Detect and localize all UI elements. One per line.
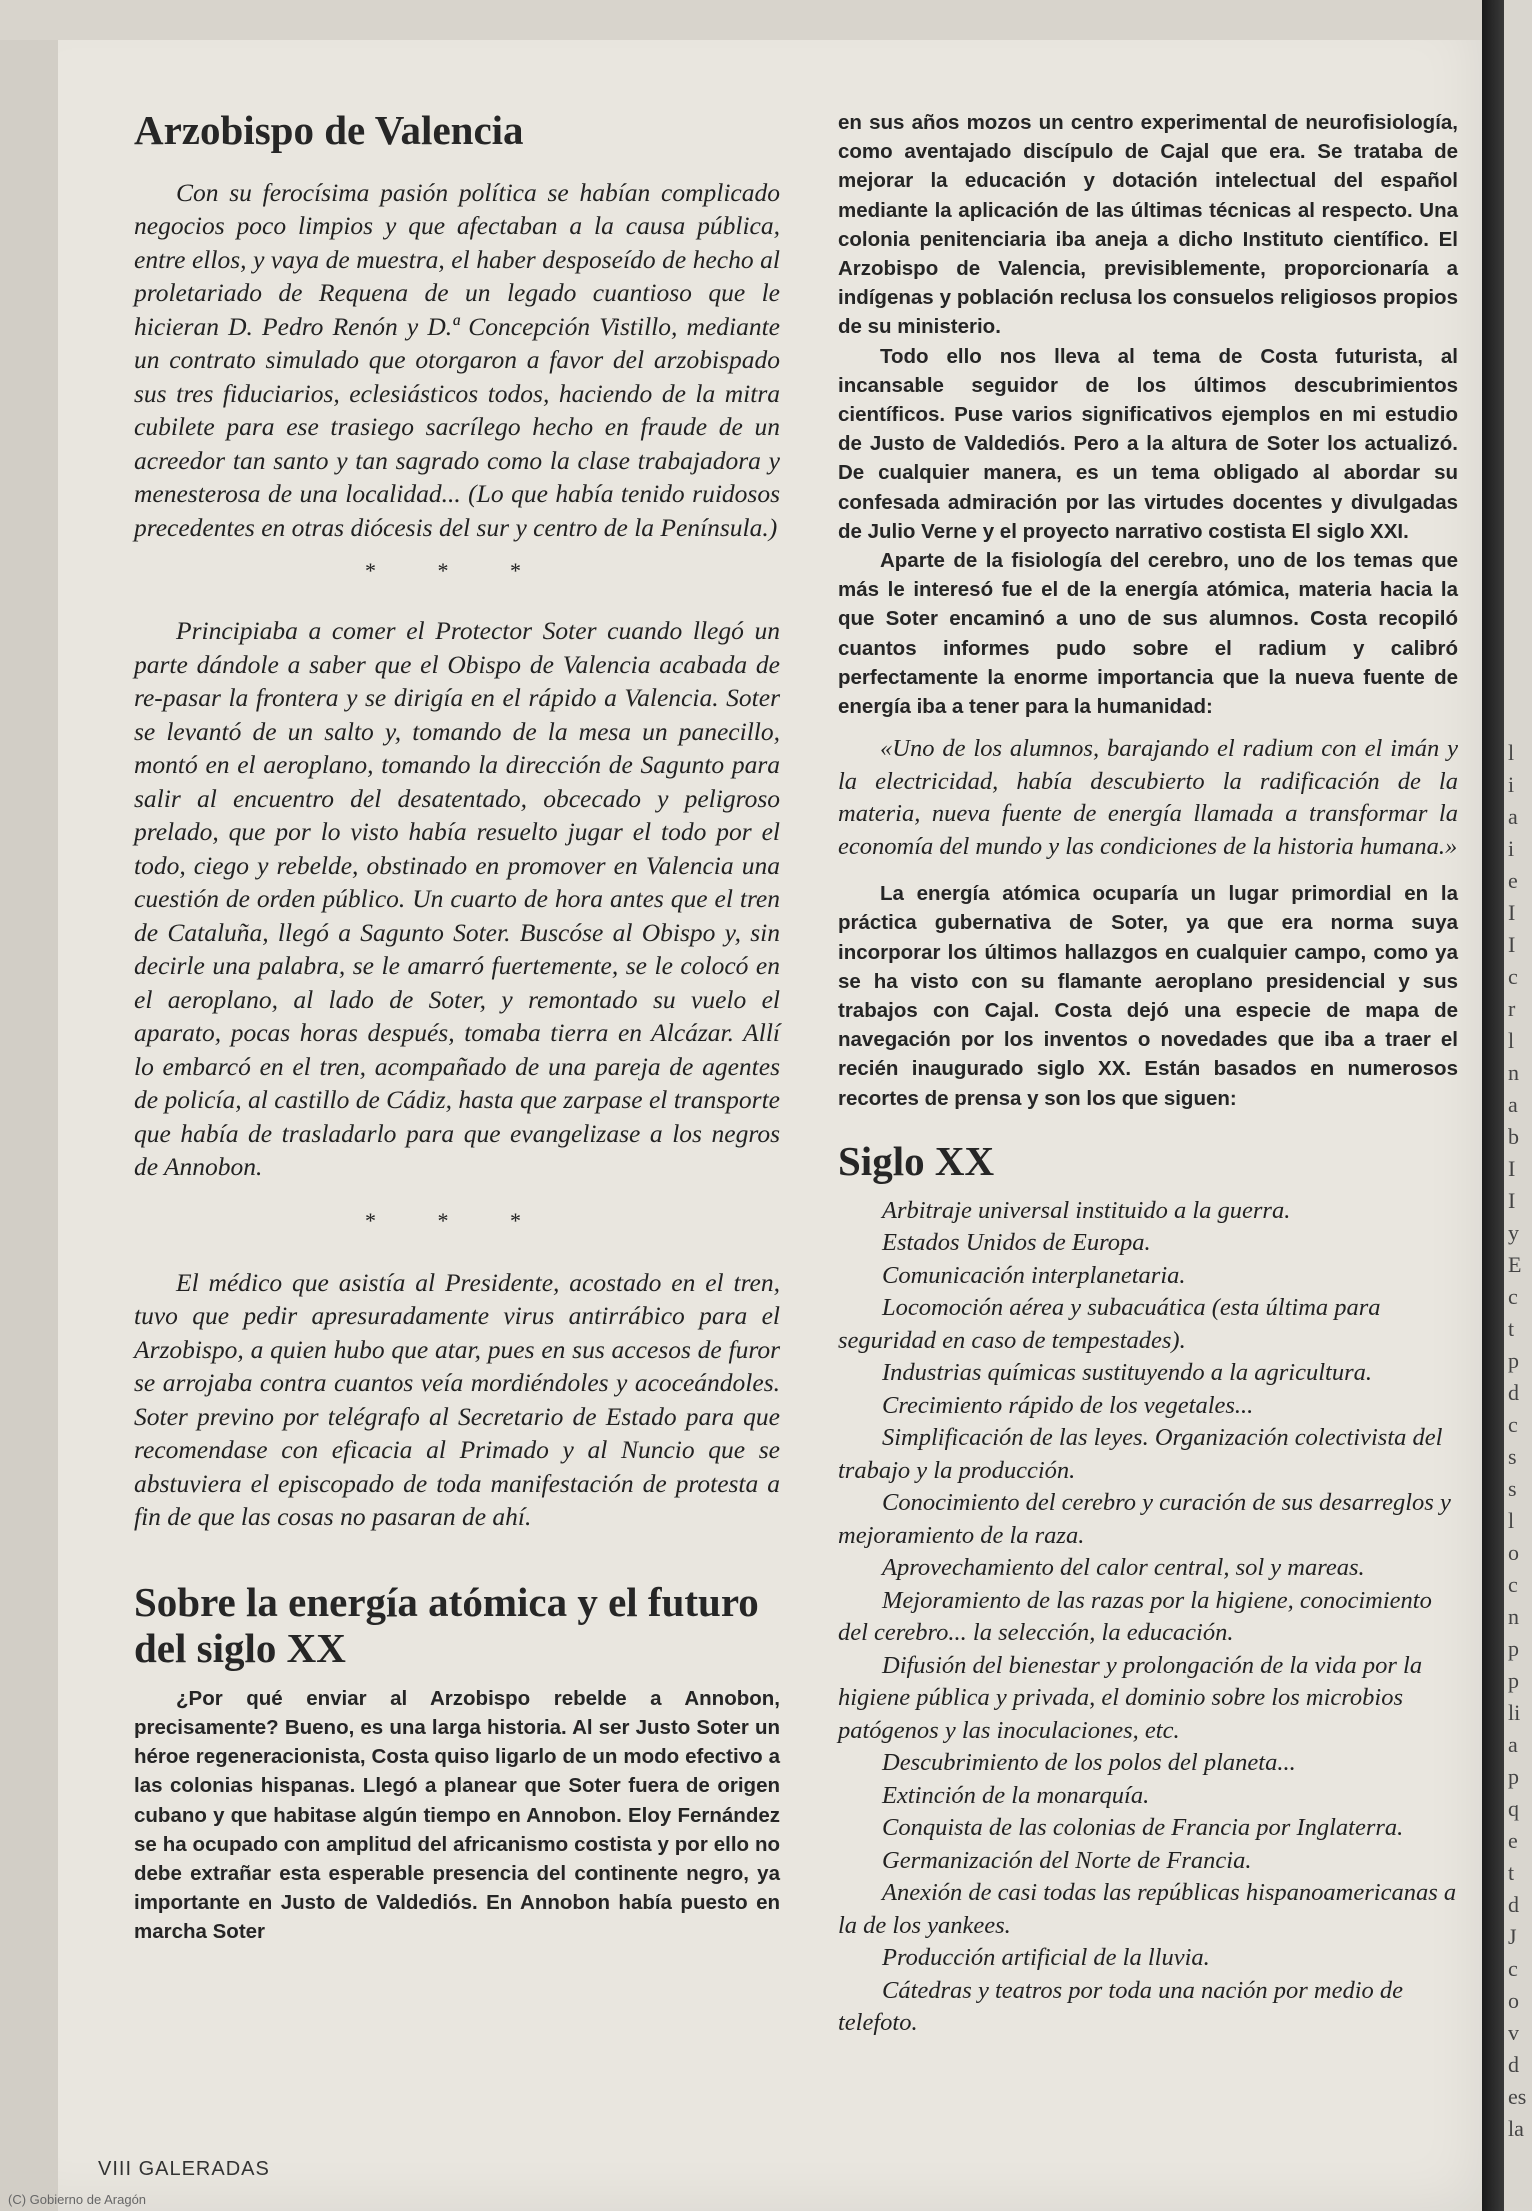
section-title-arzobispo: Arzobispo de Valencia — [134, 107, 524, 153]
adjacent-page-fragment: p — [1508, 1764, 1519, 1789]
adjacent-page-fragment: a — [1508, 1092, 1518, 1117]
siglo-xx-item: Conocimiento del cerebro y curación de sus desarreglos y mejoramiento de la raza. — [838, 1489, 1451, 1549]
adjacent-page-fragment: E — [1508, 1252, 1522, 1277]
adjacent-page-fragment: o — [1508, 1988, 1519, 2013]
adjacent-page-fragment: es — [1508, 2084, 1527, 2109]
adjacent-page-fragment: d — [1508, 1892, 1519, 1917]
quote-radium: «Uno de los alumnos, barajando el radium con el imán y la electricidad, había descubierto la radificación de la materia, nueva fuente de energía llamada a transformar la economía del mundo y las condiciones de la historia humana.» — [838, 735, 1458, 860]
adjacent-page-fragment: p — [1508, 1636, 1519, 1661]
siglo-xx-item: Producción artificial de la lluvia. — [882, 1944, 1210, 1972]
adjacent-page-fragment: c — [1508, 1412, 1518, 1437]
page-footer: VIII GALERADAS — [98, 2158, 270, 2180]
adjacent-page-fragment: n — [1508, 1604, 1519, 1629]
siglo-xx-list — [838, 1195, 1458, 2040]
siglo-xx-item: Comunicación interplanetaria. — [882, 1261, 1186, 1289]
siglo-xx-item: Locomoción aérea y subacuática (esta última para seguridad en caso de tempestades). — [838, 1294, 1381, 1354]
siglo-xx-item: Extinción de la monarquía. — [882, 1781, 1150, 1809]
adjacent-page-fragment: c — [1508, 1956, 1518, 1981]
paragraph-energia-atomica: Aparte de la fisiología del cerebro, uno de los temas que más le interesó fue el de la energía atómica, materia hacia la que Soter encaminó a uno de sus alumnos. Costa recopiló cuantos informes pudo sobre el radium y calibró perfectamente la enorme importancia que la nueva fuente de energía iba a tener para la humanidad: — [838, 549, 1458, 719]
siglo-xx-item: Germanización del Norte de Francia. — [882, 1846, 1252, 1874]
adjacent-page-fragment: l — [1508, 740, 1515, 765]
adjacent-page-fragment: I — [1508, 900, 1516, 925]
siglo-xx-item: Simplificación de las leyes. Organización colectivista del trabajo y la producción. — [838, 1424, 1443, 1484]
adjacent-page-fragment: b — [1508, 1124, 1519, 1149]
page-fold-shadow — [1482, 0, 1504, 2211]
adjacent-page-fragment: r — [1508, 996, 1516, 1021]
left-column — [134, 108, 780, 1947]
adjacent-page-fragment: l — [1508, 1508, 1515, 1533]
copyright-notice: (C) Gobierno de Aragón — [8, 2192, 147, 2207]
adjacent-page-edge — [1504, 0, 1532, 2211]
siglo-xx-item: Crecimiento rápido de los vegetales... — [882, 1391, 1254, 1419]
adjacent-page-fragment: l — [1508, 1028, 1515, 1053]
adjacent-page-fragment: t — [1508, 1316, 1515, 1341]
adjacent-page-fragment: a — [1508, 1732, 1518, 1757]
adjacent-page-fragment: a — [1508, 804, 1518, 829]
paragraph-practica-gubernativa: La energía atómica ocuparía un lugar primordial en la práctica gubernativa de Soter, ya que era norma suya incorporar los últimos hallazgos en cualquier campo, como ya se ha visto con su flamante aeroplano presidencial y sus trabajos con Cajal. Costa dejó una especie de mapa de navegación por los inventos o novedades que iba a traer el recién inaugurado siglo XX. Están basados en numerosos recortes de prensa y son los que siguen: — [838, 882, 1458, 1110]
adjacent-page-fragment: c — [1508, 1284, 1518, 1309]
siglo-xx-item: Cátedras y teatros por toda una nación por medio de telefoto. — [838, 1976, 1404, 2037]
paragraph-neurofisiologia: en sus años mozos un centro experimental de neurofisiología, como aventajado discípulo de Cajal que era. Se trataba de mejorar la educación y dotación intelectual del español mediante la aplicación de las últimas técnicas al respecto. Una colonia penitenciaria iba aneja a dicho Instituto científico. El Arzobispo de Valencia, previsiblemente, proporcionaría a indígenas y población reclusa los consuelos religiosos propios de su ministerio. — [838, 111, 1458, 339]
adjacent-page-fragment: s — [1508, 1444, 1517, 1469]
adjacent-page-fragment: s — [1508, 1476, 1517, 1501]
paragraph-medico: El médico que asistía al Presidente, acostado en el tren, tuvo que pedir apresuradamente virus antirrábico para el Arzobispo, a quien hubo que atar, pues en sus accesos de furor se arrojaba contra cuantos veía mordiéndoles y acoceándoles. Soter previno por telégrafo al Secretario de Estado para que recomendase con eficacia al Primado y al Nuncio que se abstuviera el episcopado de toda manifestación de protesta a fin de que las cosas no pasaran de ahí. — [134, 1267, 780, 1532]
adjacent-page-fragment: y — [1508, 1220, 1519, 1245]
adjacent-page-fragment: J — [1508, 1924, 1517, 1949]
siglo-xx-item: Aprovechamiento del calor central, sol y mareas. — [882, 1554, 1365, 1582]
adjacent-page-fragment: d — [1508, 1380, 1519, 1405]
section-divider: * * * — [365, 1207, 549, 1233]
scan-border-left — [0, 40, 58, 2211]
adjacent-page-fragment: q — [1508, 1796, 1519, 1821]
siglo-xx-item: Arbitraje universal instituido a la guerra. — [882, 1196, 1291, 1224]
section-title-energia-atomica: Sobre la energía atómica y el futuro del siglo XX — [134, 1578, 759, 1671]
adjacent-page-fragment: c — [1508, 964, 1518, 989]
siglo-xx-item: Conquista de las colonias de Francia por Inglaterra. — [882, 1814, 1404, 1842]
adjacent-page-fragment: e — [1508, 868, 1518, 893]
adjacent-page-fragment: c — [1508, 1572, 1518, 1597]
paragraph-costa-futurista: Todo ello nos lleva al tema de Costa futurista, al incansable seguidor de los últimos descubrimientos científicos. Puse varios significativos ejemplos en mi estudio de Justo de Valdediós. Pero a la altura de Soter los actualizó. De cualquier manera, es un tema obligado al abordar su confesada admiración por las virtudes docentes y divulgadas de Julio Verne y el proyecto narrativo costista El siglo XXI. — [838, 344, 1458, 543]
adjacent-page-fragment: v — [1508, 2020, 1519, 2045]
section-divider: * * * — [365, 558, 549, 584]
siglo-xx-item: Anexión de casi todas las repúblicas hispanoamericanas a la de los yankees. — [838, 1879, 1457, 1939]
adjacent-page-fragment: o — [1508, 1540, 1519, 1565]
adjacent-page-fragment: i — [1508, 772, 1515, 797]
adjacent-page-fragment: e — [1508, 1828, 1518, 1853]
siglo-xx-item: Descubrimiento de los polos del planeta... — [882, 1749, 1296, 1777]
adjacent-page-fragment: d — [1508, 2052, 1519, 2077]
siglo-xx-item: Industrias químicas sustituyendo a la agricultura. — [882, 1359, 1372, 1387]
adjacent-page-fragment: t — [1508, 1860, 1515, 1885]
adjacent-page-fragment: i — [1508, 836, 1515, 861]
paragraph-arzobispo: Con su ferocísima pasión política se habían complicado negocios poco limpios y que afectaban a la causa pública, entre ellos, y vaya de muestra, el haber desposeído de hecho al proletariado de Requena de un legado cuantioso que le hicieran D. Pedro Renón y D.ª Concepción Vistillo, mediante un contrato simulado que otorgaron a favor del arzobispado sus tres fiduciarios, eclesiásticos todos, haciendo de la mitra cubilete para ese trasiego sacrílego hecho en fraude de un acreedor tan santo y tan sagrado como la clase trabajadora y menesterosa de una localidad... (Lo que había tenido ruidosos precedentes en otras diócesis del sur y centro de la Península.) — [134, 177, 780, 542]
paragraph-protector-soter: Principiaba a comer el Protector Soter cuando llegó un parte dándole a saber que el Obispo de Valencia acabada de re-pasar la frontera y se dirigía en el rápido a Valencia. Soter se levantó de un salto y, tomando de la mesa un panecillo, montó en el aeroplano, tomando la dirección de Sagunto para salir al encuentro del desatentado, obcecado y peligroso prelado, que por lo visto había resuelto jugar el todo por el todo, ciego y rebelde, obstinado en promover en Valencia una cuestión de orden público. Un cuarto de hora antes que el tren de Cataluña, llegó a Sagunto Soter. Buscóse al Obispo y, sin decirle una palabra, se le amarró fuertemente, se le colocó en el aeroplano, al lado de Soter, y remontado su vuelo el aparato, pocas horas después, tomaba tierra en Alcázar. Allí lo embarcó en el tren, acompañado de una pareja de agentes de policía, al castillo de Cádiz, hasta que zarpase el transporte que había de trasladarlo para que evangelizase a los negros de Annobon. — [134, 616, 780, 1182]
siglo-xx-item: Estados Unidos de Europa. — [882, 1229, 1151, 1257]
right-column — [838, 108, 1458, 2040]
siglo-xx-item: Difusión del bienestar y prolongación de la vida por la higiene pública y privada, el dominio sobre los microbios patógenos y las inoculaciones, etc. — [838, 1651, 1423, 1744]
adjacent-page-fragment: I — [1508, 1156, 1516, 1181]
adjacent-page-fragment: I — [1508, 932, 1516, 957]
adjacent-page-fragment: I — [1508, 1188, 1516, 1213]
paragraph-annobon: ¿Por qué enviar al Arzobispo rebelde a Annobon, precisamente? Bueno, es una larga historia. Al ser Justo Soter un héroe regeneracionista, Costa quiso ligarlo de un modo efectivo a las colonias hispanas. Llegó a planear que Soter fuera de origen cubano y que habitase algún tiempo en Annobon. Eloy Fernández se ha ocupado con amplitud del africanismo costista y por ello no debe extrañar esta esperable presencia del continente negro, ya importante en Justo de Valdediós. En Annobon había puesto en marcha Soter — [134, 1686, 780, 1944]
adjacent-page-fragment: p — [1508, 1668, 1519, 1693]
adjacent-page-fragment: n — [1508, 1060, 1519, 1085]
adjacent-page-fragment: li — [1508, 1700, 1521, 1725]
adjacent-page-fragment: la — [1508, 2116, 1524, 2141]
adjacent-page-fragment: p — [1508, 1348, 1519, 1373]
siglo-xx-item: Mejoramiento de las razas por la higiene, conocimiento del cerebro... la selección, la educación. — [838, 1586, 1432, 1647]
section-title-siglo-xx: Siglo XX — [838, 1137, 995, 1184]
scan-border-top — [0, 0, 1482, 40]
